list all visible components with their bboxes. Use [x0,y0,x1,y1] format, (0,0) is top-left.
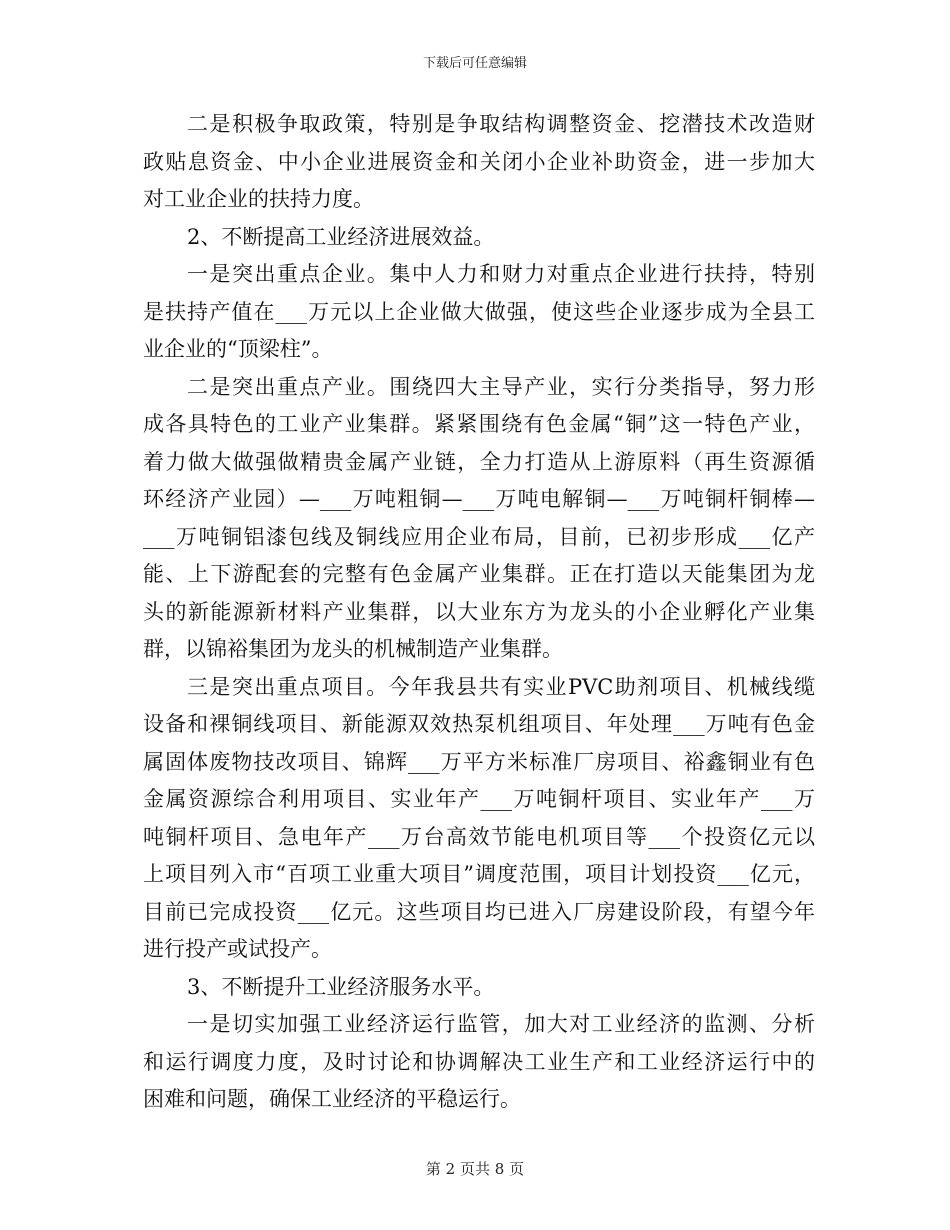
text-line: 环经济产业园）—___万吨粗铜—___万吨电解铜—___万吨铜杆铜棒— [143,487,815,511]
text-line: 二是突出重点产业。围绕四大主导产业，实行分类指导，努力形 [187,374,815,399]
page-footer: 第 2 页共 8 页 [425,1160,525,1178]
text-line: 二是积极争取政策，特别是争取结构调整资金、挖潜技术改造财 [187,112,815,136]
text-line: 3、不断提升工业经济服务水平。 [187,974,495,999]
text-line: 和运行调度力度，及时讨论和协调解决工业生产和工业经济运行中的 [143,1049,815,1074]
text-line: 上项目列入市“百项工业重大项目”调度范围，项目计划投资___亿元， [143,862,815,886]
text-line: 头的新能源新材料产业集群，以大业东方为龙头的小企业孵化产业集 [143,599,815,624]
text-line: 业企业的“顶梁柱”。 [143,337,333,361]
text-line: 吨铜杆项目、急电年产___万台高效节能电机项目等___个投资亿元以 [143,824,815,849]
text-line: 三是突出重点项目。今年我县共有实业PVC助剂项目、机械线缆 [187,674,815,699]
text-line: 着力做大做强做精贵金属产业链，全力打造从上游原料（再生资源循 [143,449,815,474]
document-body [143,112,815,1125]
text-line: 设备和裸铜线项目、新能源双效热泵机组项目、年处理___万吨有色金 [143,712,815,736]
text-line: 政贴息资金、中小企业进展资金和关闭小企业补助资金，进一步加大 [143,149,815,174]
text-line: 属固体废物技改项目、锦辉___万平方米标准厂房项目、裕鑫铜业有色 [143,749,815,774]
text-line: 一是突出重点企业。集中人力和财力对重点企业进行扶持，特别 [187,262,815,286]
text-line: 群，以锦裕集团为龙头的机械制造产业集群。 [143,637,563,661]
text-line: 困难和问题，确保工业经济的平稳运行。 [143,1087,521,1111]
text-line: 金属资源综合利用项目、实业年产___万吨铜杆项目、实业年产___万 [143,787,815,811]
text-line: 成各具特色的工业产业集群。紧紧围绕有色金属“铜”这一特色产业， [143,412,815,436]
text-line: 是扶持产值在___万元以上企业做大做强，使这些企业逐步成为全县工 [143,299,815,324]
text-line: 对工业企业的扶持力度。 [143,187,374,211]
text-line: 2、不断提高工业经济进展效益。 [187,224,495,249]
text-line: 进行投产或试投产。 [143,937,332,961]
text-line: ___万吨铜铝漆包线及铜线应用企业布局，目前，已初步形成___亿产 [143,524,815,549]
page-header: 下载后可任意编辑 [422,56,527,71]
text-line: 能、上下游配套的完整有色金属产业集群。正在打造以天能集团为龙 [143,562,815,586]
text-line: 一是切实加强工业经济运行监管，加大对工业经济的监测、分析 [187,1012,815,1036]
text-line: 目前已完成投资___亿元。这些项目均已进入厂房建设阶段，有望今年 [143,899,815,924]
